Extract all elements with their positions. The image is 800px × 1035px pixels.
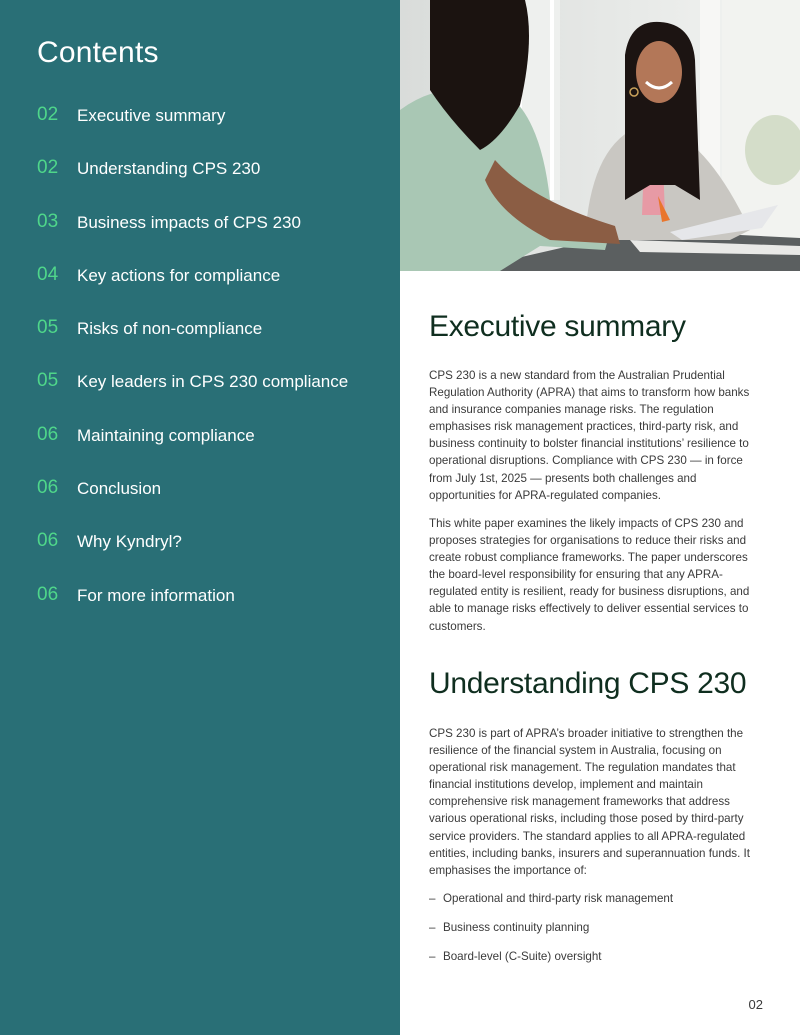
toc-item-for-more-information[interactable] [37,582,348,635]
toc-label: Why Kyndryl? [77,532,182,552]
toc-page-number: 05 [37,370,59,392]
bullet-marker: – [429,950,436,963]
meeting-photo [400,0,800,271]
bullet-text: Business continuity planning [443,921,590,934]
toc-page-number: 04 [37,263,59,285]
toc-item-key-leaders[interactable] [37,368,348,421]
executive-summary-heading: Executive summary [429,310,686,343]
toc-label: Executive summary [77,106,226,125]
toc-label: Business impacts of CPS 230 [77,212,301,232]
executive-summary-paragraph-1: CPS 230 is a new standard from the Australian Prudential Regulation Authority (APRA) that aims to transform how banks and insurance companies manage risks. The regulation emphasises risk management practices, third-party risk, and business continuity to bolster financial institutions’ resilience to operational disruptions. Compliance with CPS 230 — in force from July 1st, 2025 — presents both challenges and opportunities for APRA-regulated companies. [429,369,750,502]
toc-item-conclusion[interactable] [37,475,348,528]
toc-page-number: 06 [37,530,59,552]
toc-page-number: 06 [37,477,59,499]
toc-page-number: 06 [37,423,59,445]
bullet-item [429,919,673,948]
understanding-cps-230-heading: Understanding CPS 230 [429,667,747,700]
toc-page-number: 02 [37,157,59,179]
importance-bullet-list [429,890,673,977]
toc-item-why-kyndryl[interactable] [37,528,348,581]
bullet-text: Operational and third-party risk management [443,892,674,905]
toc-page-number: 02 [37,104,59,125]
page-number: 02 [748,997,763,1012]
toc-label: Maintaining compliance [77,425,255,445]
toc-page-number: 03 [37,210,59,232]
bullet-item [429,948,673,977]
toc-label: Key actions for compliance [77,265,281,285]
bullet-text: Board-level (C-Suite) oversight [443,950,602,963]
bullet-marker: – [429,921,436,934]
toc-item-risks-of-non-compliance[interactable] [37,315,348,368]
toc-page-number: 06 [37,583,59,605]
toc-label: Key leaders in CPS 230 compliance [77,372,349,392]
contents-title: Contents [37,36,159,69]
bullet-marker: – [429,892,436,905]
toc-item-executive-summary[interactable] [37,102,348,155]
toc-page-number: 05 [37,317,59,339]
toc-item-understanding-cps-230[interactable] [37,155,348,208]
toc-item-business-impacts[interactable] [37,209,348,262]
toc-label: Risks of non-compliance [77,319,263,339]
toc-item-maintaining-compliance[interactable] [37,422,348,475]
toc-label: For more information [77,585,235,605]
understanding-cps-230-paragraph: CPS 230 is part of APRA’s broader initiative to strengthen the resilience of the financial system in Australia, focusing on operational risk management. The regulation mandates that financial institutions develop, implement and maintain comprehensive risk management frameworks that address various operational risks, including those posed by third-party service providers. The standard applies to all APRA-regulated entities, including banks, insurers and superannuation funds. It emphasises the importance of: [429,727,750,877]
toc-label: Understanding CPS 230 [77,159,261,179]
executive-summary-paragraph-2: This white paper examines the likely impacts of CPS 230 and proposes strategies for organisations to reduce their risks and create robust compliance frameworks. The paper underscores the board-level responsibility for ensuring that any APRA-regulated entity is resilient, ready for business disruptions, and able to manage risks effectively to deliver essential services to customers. [429,517,750,633]
meeting-photo-illustration [400,0,800,271]
toc-item-key-actions[interactable] [37,262,348,315]
bullet-item [429,890,673,919]
toc-list [37,102,348,635]
toc-label: Conclusion [77,479,162,499]
